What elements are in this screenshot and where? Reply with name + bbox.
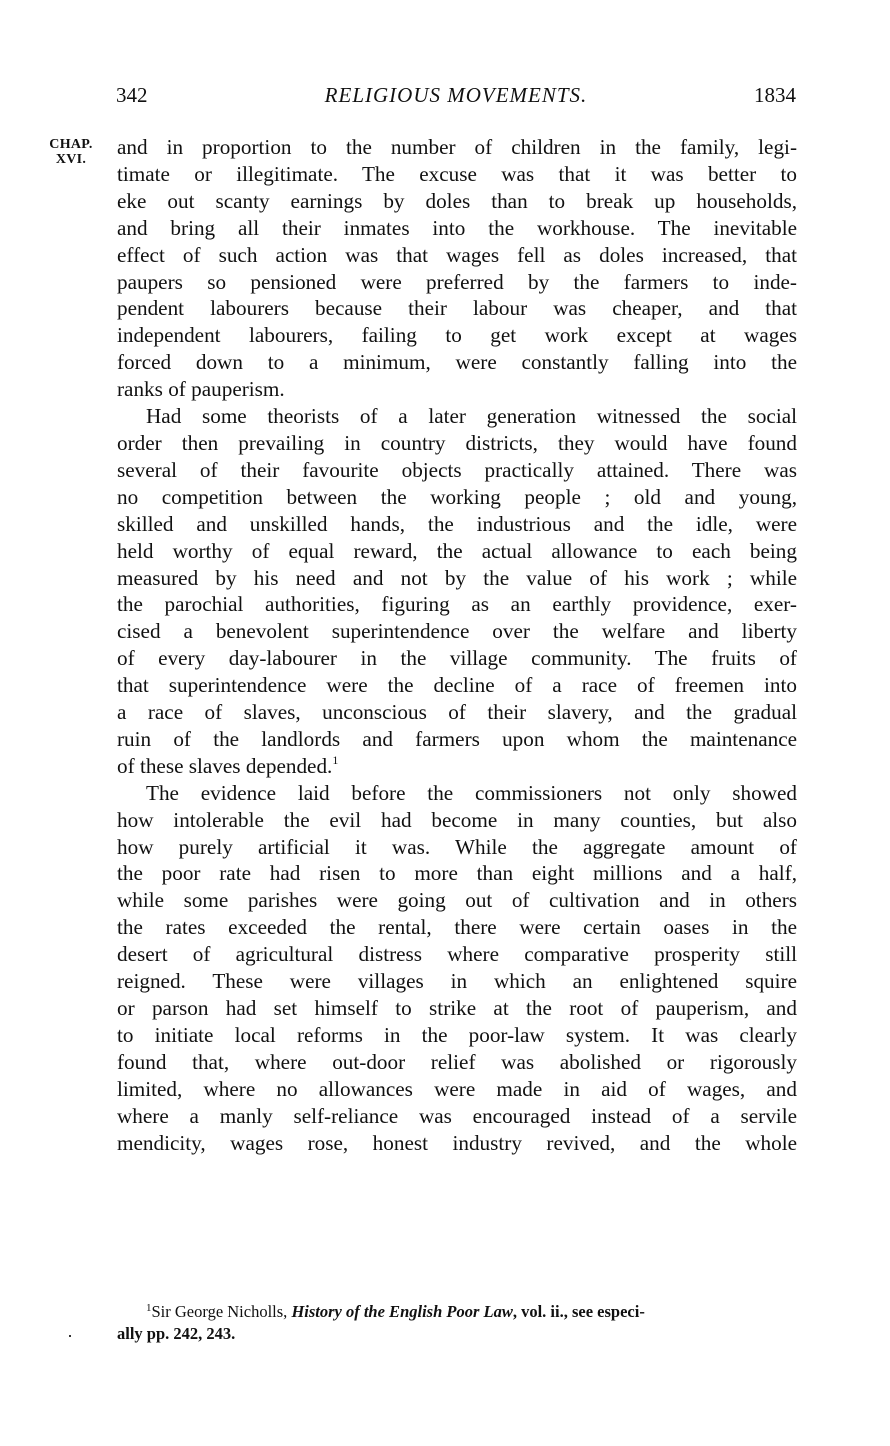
text-line: effect of such action was that wages fell as doles increased, that <box>117 242 797 267</box>
body-text <box>117 134 797 1156</box>
text-line: limited, where no allowances were made in aid of wages, and <box>117 1076 797 1101</box>
text-line: a race of slaves, unconscious of their slavery, and the gradual <box>117 700 797 725</box>
running-head <box>116 83 796 113</box>
text-line: reigned. These were villages in which an enlightened squire <box>117 969 797 994</box>
footnote-volume: , vol. ii., see especi- <box>512 1302 645 1321</box>
footnote-line <box>117 1301 797 1323</box>
text-line: eke out scanty earnings by doles than to break up households, <box>117 188 797 213</box>
text-line: timate or illegitimate. The excuse was that it was better to <box>117 161 797 186</box>
side-note-chap: CHAP. <box>49 137 93 152</box>
text-line: mendicity, wages rose, honest industry revived, and the whole <box>117 1130 797 1155</box>
text-line-with-footnote-ref <box>117 753 797 780</box>
text-line: ruin of the landlords and farmers upon whom the maintenance <box>117 726 797 751</box>
footnote-book-title: History of the English Poor Law <box>291 1302 513 1321</box>
text-line: of every day-labourer in the village community. The fruits of <box>117 646 797 671</box>
text-line: pendent labourers because their labour was cheaper, and that <box>117 296 797 321</box>
paragraph-start-line: Had some theorists of a later generation witnessed the social <box>146 404 797 429</box>
text-line: how intolerable the evil had become in many counties, but also <box>117 807 797 832</box>
running-head-year: 1834 <box>754 83 796 107</box>
text-line: the parochial authorities, figuring as an earthly providence, exer- <box>117 592 797 617</box>
running-title: RELIGIOUS MOVEMENTS. <box>324 83 588 107</box>
scan-speck <box>69 1335 71 1337</box>
text-line: that superintendence were the decline of a race of freemen into <box>117 673 797 698</box>
text-line: the poor rate had risen to more than eight millions and a half, <box>117 861 797 886</box>
text-line: forced down to a minimum, were constantly falling into the <box>117 350 797 375</box>
side-note-chapter-number: XVI. <box>55 152 87 167</box>
paragraph-start-line: The evidence laid before the commissioners not only showed <box>146 780 797 805</box>
text-line: measured by his need and not by the value of his work ; while <box>117 565 797 590</box>
text-line: desert of agricultural distress where comparative prosperity still <box>117 942 797 967</box>
footnote-author: Sir George Nicholls, <box>151 1302 292 1321</box>
footnote-marker: 1 <box>146 1302 152 1314</box>
footnote-line: ally pp. 242, 243. <box>117 1324 236 1343</box>
text-line: several of their favourite objects practically attained. There was <box>117 457 797 482</box>
text-line: and in proportion to the number of children in the family, legi- <box>117 135 797 159</box>
text-line: no competition between the working people ; old and young, <box>117 484 797 509</box>
text-line: and bring all their inmates into the workhouse. The inevitable <box>117 215 797 240</box>
text-line: held worthy of equal reward, the actual allowance to each being <box>117 538 797 563</box>
footnote <box>117 1301 797 1345</box>
text-line: to initiate local reforms in the poor-law system. It was clearly <box>117 1022 797 1047</box>
text-line: how purely artificial it was. While the aggregate amount of <box>117 834 797 859</box>
text-line: of these slaves depended. <box>117 753 333 778</box>
text-line: paupers so pensioned were preferred by the farmers to inde- <box>117 269 797 294</box>
page-number: 342 <box>116 83 148 107</box>
text-line: order then prevailing in country districts, they would have found <box>117 430 797 455</box>
text-line: cised a benevolent superintendence over the welfare and liberty <box>117 619 797 644</box>
text-line: found that, where out-door relief was abolished or rigorously <box>117 1049 797 1074</box>
text-line: or parson had set himself to strike at the root of pauperism, and <box>117 996 797 1020</box>
text-line: the rates exceeded the rental, there were certain oases in the <box>117 915 797 940</box>
chapter-side-note <box>30 137 112 167</box>
text-line: ranks of pauperism. <box>117 377 285 402</box>
text-line: independent labourers, failing to get work except at wages <box>117 323 797 348</box>
footnote-reference[interactable]: 1 <box>332 752 339 767</box>
text-line: skilled and unskilled hands, the industrious and the idle, were <box>117 511 797 536</box>
text-line: while some parishes were going out of cultivation and in others <box>117 888 797 913</box>
text-line: where a manly self-reliance was encouraged instead of a servile <box>117 1103 797 1128</box>
